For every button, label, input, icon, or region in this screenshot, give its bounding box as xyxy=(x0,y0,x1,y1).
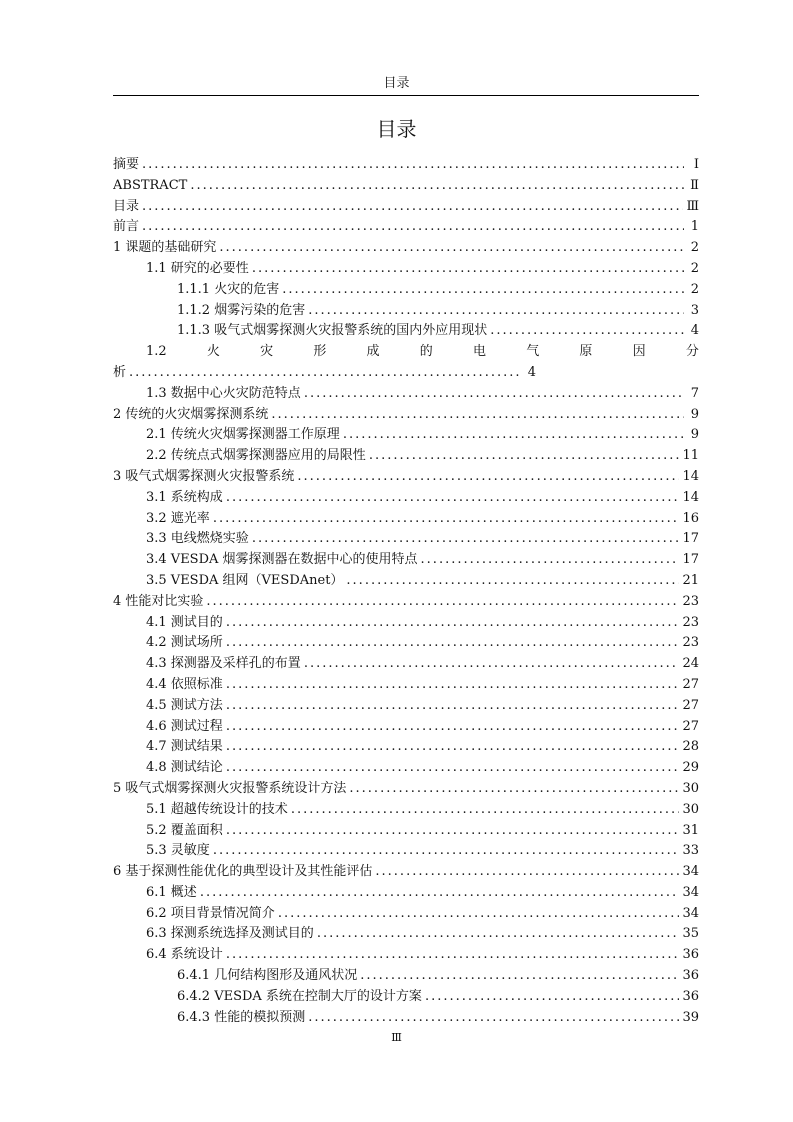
toc-entry-label: 1.1.1 火灾的危害 xyxy=(177,281,280,297)
toc-entry-page: 14 xyxy=(682,468,699,484)
toc-entry[interactable] xyxy=(113,1008,699,1029)
toc-entry-page: 27 xyxy=(682,718,699,734)
toc-entry[interactable] xyxy=(113,904,699,925)
toc-entry[interactable] xyxy=(113,467,699,488)
toc-entry[interactable] xyxy=(113,821,699,842)
toc-entry[interactable] xyxy=(113,425,699,446)
toc-entry[interactable] xyxy=(113,717,699,738)
toc-entry-label: 2.2 传统点式烟雾探测器应用的局限性 xyxy=(146,448,366,464)
toc-entry-label: 6.3 探测系统选择及测试目的 xyxy=(146,926,314,942)
toc-entry[interactable] xyxy=(113,696,699,717)
dot-leader xyxy=(226,675,680,696)
dot-leader xyxy=(226,696,680,717)
page-number: Ⅲ xyxy=(391,1031,402,1044)
toc-entry-label: 4 性能对比实验 xyxy=(113,593,204,609)
dot-leader xyxy=(297,467,679,488)
toc-entry-label-part: 的 xyxy=(419,344,433,360)
toc-entry-label: 6.4.1 几何结构图形及通风状况 xyxy=(177,968,358,984)
toc-entry-label: 6 基于探测性能优化的典型设计及其性能评估 xyxy=(113,864,373,880)
dot-leader xyxy=(226,488,680,509)
dot-leader xyxy=(375,862,679,883)
table-of-contents xyxy=(113,155,699,1028)
toc-entry-label: 6.4.2 VESDA 系统在控制大厅的设计方案 xyxy=(177,988,422,1004)
toc-entry-page: 2 xyxy=(690,240,699,256)
dot-leader xyxy=(200,883,680,904)
dot-leader xyxy=(226,737,680,758)
dot-leader xyxy=(213,509,680,530)
toc-entry-label: 2 传统的火灾烟雾探测系统 xyxy=(113,406,269,422)
toc-entry-label: 6.4.3 性能的模拟预测 xyxy=(177,1009,306,1025)
dot-leader xyxy=(271,405,684,426)
toc-entry[interactable] xyxy=(113,446,699,467)
toc-entry-label: 3.4 VESDA 烟雾探测器在数据中心的使用特点 xyxy=(146,552,418,568)
dot-leader xyxy=(291,800,680,821)
toc-entry-label: 2.1 传统火灾烟雾探测器工作原理 xyxy=(146,427,340,443)
toc-entry[interactable] xyxy=(113,384,699,405)
toc-entry[interactable] xyxy=(113,841,699,862)
toc-entry-continuation[interactable] xyxy=(113,363,699,384)
dot-leader xyxy=(226,613,680,634)
dot-leader xyxy=(360,966,679,987)
toc-entry[interactable] xyxy=(113,280,699,301)
dot-leader xyxy=(142,155,684,176)
toc-entry-label: 3.1 系统构成 xyxy=(146,489,223,505)
toc-entry[interactable] xyxy=(113,966,699,987)
toc-entry[interactable] xyxy=(113,654,699,675)
toc-entry-page: 33 xyxy=(682,843,699,859)
toc-entry[interactable] xyxy=(113,737,699,758)
toc-entry[interactable] xyxy=(113,592,699,613)
toc-entry-label-part: 分 xyxy=(685,344,699,360)
dot-leader xyxy=(278,904,680,925)
toc-entry-label: 4.1 测试目的 xyxy=(146,614,223,630)
dot-leader xyxy=(425,987,680,1008)
toc-entry-page: 31 xyxy=(682,822,699,838)
toc-entry-label: 5.3 灵敏度 xyxy=(146,843,210,859)
dot-leader xyxy=(308,1008,679,1029)
toc-entry-page: 36 xyxy=(682,988,699,1004)
toc-entry-page: 23 xyxy=(682,614,699,630)
toc-entry-label-part: 成 xyxy=(366,344,380,360)
toc-entry[interactable] xyxy=(113,155,699,176)
toc-entry-label: 摘要 xyxy=(113,157,140,172)
toc-entry-page: 23 xyxy=(682,593,699,609)
toc-entry-page: 16 xyxy=(682,510,699,526)
toc-entry-page: 39 xyxy=(682,1009,699,1025)
toc-entry-label: 6.1 概述 xyxy=(146,884,197,900)
dot-leader xyxy=(219,238,684,259)
toc-entry-label: 3.5 VESDA 组网（VESDAnet） xyxy=(146,572,344,588)
toc-entry[interactable] xyxy=(113,176,699,197)
dot-leader xyxy=(226,633,680,654)
toc-entry-label-part: 因 xyxy=(632,344,646,360)
toc-entry-page: 23 xyxy=(682,635,699,651)
toc-entry-page: 30 xyxy=(682,801,699,817)
dot-leader xyxy=(226,717,680,738)
toc-entry[interactable] xyxy=(113,758,699,779)
toc-entry-page: 4 xyxy=(690,323,699,339)
toc-entry-label-part: 形 xyxy=(313,344,327,360)
toc-entry[interactable] xyxy=(113,259,699,280)
toc-entry-page: 9 xyxy=(690,427,699,443)
toc-entry[interactable] xyxy=(113,779,699,800)
toc-entry-page: Ⅲ xyxy=(686,198,699,214)
toc-entry-label: 5 吸气式烟雾探测火灾报警系统设计方法 xyxy=(113,780,347,796)
toc-entry-page: 34 xyxy=(682,884,699,900)
toc-entry-label-part: 电 xyxy=(472,344,486,360)
toc-entry-page: 28 xyxy=(682,739,699,755)
toc-entry-page: 35 xyxy=(682,926,699,942)
toc-entry-label-part: 原 xyxy=(579,344,593,360)
toc-entry[interactable] xyxy=(113,613,699,634)
dot-leader xyxy=(349,779,679,800)
toc-entry[interactable] xyxy=(113,509,699,530)
toc-entry-label: 4.6 测试过程 xyxy=(146,718,223,734)
dot-leader xyxy=(190,176,684,197)
toc-entry[interactable] xyxy=(113,675,699,696)
dot-leader xyxy=(369,446,680,467)
dot-leader xyxy=(226,821,680,842)
toc-entry-page: 30 xyxy=(682,780,699,796)
running-header: 目录 xyxy=(383,76,410,91)
toc-entry-page: 34 xyxy=(682,905,699,921)
toc-entry-page: 36 xyxy=(682,947,699,963)
dot-leader xyxy=(226,758,680,779)
toc-entry-page: Ⅱ xyxy=(690,177,699,193)
toc-entry-page: 3 xyxy=(690,302,699,318)
toc-entry-page: 1 xyxy=(690,219,699,235)
toc-entry-page: 9 xyxy=(690,406,699,422)
dot-leader xyxy=(282,280,684,301)
toc-entry-page: 29 xyxy=(682,760,699,776)
toc-entry-page: 11 xyxy=(682,448,699,464)
toc-entry[interactable] xyxy=(113,529,699,550)
dot-leader xyxy=(226,945,680,966)
dot-leader xyxy=(308,301,684,322)
toc-entry-label: 4.3 探测器及采样孔的布置 xyxy=(146,656,301,672)
toc-entry-page: I xyxy=(693,157,699,172)
toc-entry-label: 6.4 系统设计 xyxy=(146,947,223,963)
dot-leader xyxy=(142,197,683,218)
toc-entry[interactable] xyxy=(113,862,699,883)
toc-entry-label: 1.3 数据中心火灾防范特点 xyxy=(146,385,301,401)
dot-leader xyxy=(490,321,684,342)
dot-leader xyxy=(421,550,680,571)
toc-entry-page: 27 xyxy=(682,676,699,692)
toc-entry-label: 1.1 研究的必要性 xyxy=(146,260,249,276)
toc-entry[interactable] xyxy=(113,238,699,259)
toc-entry-page: 14 xyxy=(682,489,699,505)
toc-entry[interactable] xyxy=(113,987,699,1008)
toc-entry-page: 2 xyxy=(690,260,699,276)
toc-entry-page: 34 xyxy=(682,864,699,880)
dot-leader xyxy=(142,217,684,238)
toc-entry-label: 1 课题的基础研究 xyxy=(113,240,217,256)
toc-entry-label: 4.5 测试方法 xyxy=(146,697,223,713)
toc-entry-page: 17 xyxy=(682,552,699,568)
toc-entry-label: ABSTRACT xyxy=(113,177,188,193)
toc-entry-label-part: 火 xyxy=(206,344,220,360)
toc-entry[interactable] xyxy=(113,342,699,363)
toc-entry-label: 1.1.3 吸气式烟雾探测火灾报警系统的国内外应用现状 xyxy=(177,323,488,339)
toc-entry[interactable] xyxy=(113,405,699,426)
toc-entry-label: 3 吸气式烟雾探测火灾报警系统 xyxy=(113,468,295,484)
toc-entry-label-part: 析 xyxy=(113,364,127,380)
dot-leader xyxy=(343,425,684,446)
toc-entry-page: 4 xyxy=(527,364,537,380)
toc-entry-page: 2 xyxy=(690,281,699,297)
dot-leader xyxy=(129,363,521,384)
toc-entry[interactable] xyxy=(113,217,699,238)
toc-entry-label: 目录 xyxy=(113,198,140,214)
dot-leader xyxy=(304,384,684,405)
toc-entry-label: 前言 xyxy=(113,219,140,235)
toc-entry[interactable] xyxy=(113,924,699,945)
toc-entry-label: 1.1.2 烟雾污染的危害 xyxy=(177,302,306,318)
toc-entry[interactable] xyxy=(113,633,699,654)
toc-entry-page: 36 xyxy=(682,968,699,984)
toc-entry[interactable] xyxy=(113,301,699,322)
toc-entry-label-part: 气 xyxy=(526,344,540,360)
toc-entry[interactable] xyxy=(113,550,699,571)
toc-entry-label: 4.2 测试场所 xyxy=(146,635,223,651)
toc-entry[interactable] xyxy=(113,321,699,342)
toc-entry-label: 6.2 项目背景情况简介 xyxy=(146,905,275,921)
toc-entry[interactable] xyxy=(113,488,699,509)
toc-entry-label: 4.7 测试结果 xyxy=(146,739,223,755)
toc-entry-label: 5.2 覆盖面积 xyxy=(146,822,223,838)
toc-entry-label: 3.2 遮光率 xyxy=(146,510,210,526)
dot-leader xyxy=(252,529,680,550)
toc-entry-page: 24 xyxy=(682,656,699,672)
toc-entry-label: 4.4 依照标准 xyxy=(146,676,223,692)
toc-entry[interactable] xyxy=(113,800,699,821)
toc-entry-page: 21 xyxy=(682,572,699,588)
header-rule xyxy=(113,95,699,96)
toc-entry[interactable] xyxy=(113,571,699,592)
toc-entry-label-part: 灾 xyxy=(260,344,274,360)
toc-entry-label-part: 1.2 xyxy=(146,344,167,360)
toc-entry-page: 17 xyxy=(682,531,699,547)
toc-entry-page: 27 xyxy=(682,697,699,713)
toc-entry-page: 7 xyxy=(690,385,699,401)
dot-leader xyxy=(252,259,684,280)
dot-leader xyxy=(346,571,679,592)
toc-entry[interactable] xyxy=(113,945,699,966)
page-title: 目录 xyxy=(376,117,417,141)
dot-leader xyxy=(304,654,680,675)
toc-entry-label: 5.1 超越传统设计的技术 xyxy=(146,801,288,817)
toc-entry-label: 3.3 电线燃烧实验 xyxy=(146,531,249,547)
dot-leader xyxy=(317,924,680,945)
toc-entry-label: 4.8 测试结论 xyxy=(146,760,223,776)
toc-entry[interactable] xyxy=(113,883,699,904)
dot-leader xyxy=(213,841,680,862)
dot-leader xyxy=(206,592,679,613)
toc-entry[interactable] xyxy=(113,197,699,218)
